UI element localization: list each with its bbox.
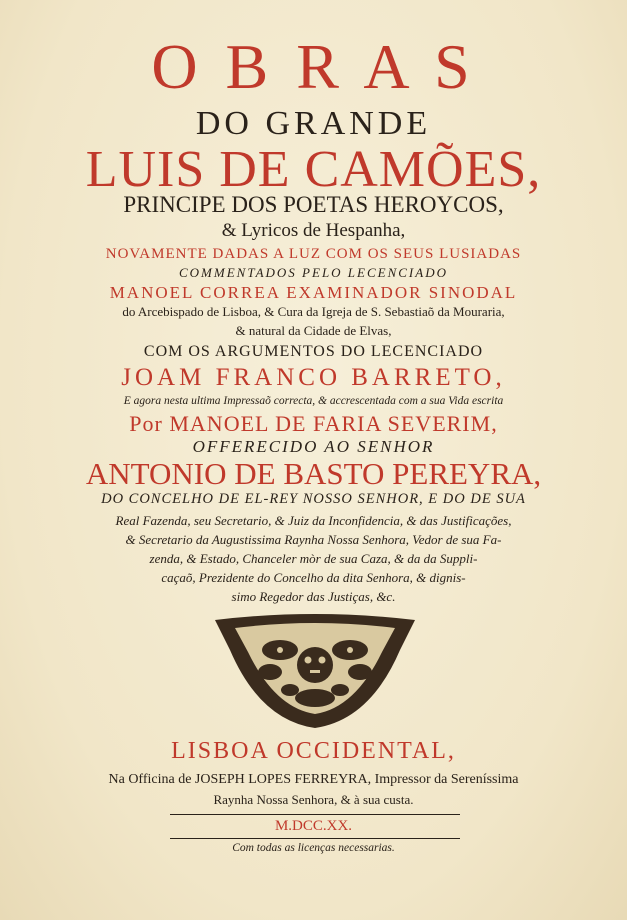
natural-line: & natural da Cidade de Elvas, — [235, 323, 392, 338]
rule-top — [170, 814, 460, 815]
por-line: Por MANOEL DE FARIA SEVERIM, — [129, 411, 498, 436]
dedication-line-2: & Secretario da Augustissima Raynha Nossa Senhora, Vedor de sua Fa- — [125, 532, 502, 547]
joam-line: JOAM FRANCO BARRETO, — [121, 364, 506, 391]
offerecido-line: OFFERECIDO AO SENHOR — [192, 437, 435, 456]
imprint-raynha: Raynha Nossa Senhora, & à sua custa. — [213, 792, 414, 807]
dedication-line-4: caçaõ, Prezidente do Concelho da dita Senhora, & dignis- — [161, 570, 466, 585]
antonio-line: ANTONIO DE BASTO PEREYRA, — [85, 456, 542, 491]
title-obras: O B R A S — [151, 31, 476, 102]
ornament-icon — [210, 610, 420, 730]
commentados-line: COMMENTADOS PELO LECENCIADO — [179, 265, 448, 280]
novamente-line: NOVAMENTE DADAS A LUZ COM OS SEUS LUSIADAS — [105, 246, 522, 262]
imprint-city: LISBOA OCCIDENTAL, — [171, 738, 456, 764]
manoel-correa-line: MANOEL CORREA EXAMINADOR SINODAL — [109, 283, 518, 302]
title-author: LUIS DE CAMÕES, — [85, 141, 542, 198]
dedication-line-1: Real Fazenda, seu Secretario, & Juiz da Inconfidencia, & das Justificações, — [115, 513, 512, 528]
imprint-licencas: Com todas as licenças necessarias. — [232, 842, 395, 854]
concelho-line: DO CONCELHO DE EL-REY NOSSO SENHOR, E DO DE SUA — [101, 491, 526, 507]
com-os-line: COM OS ARGUMENTOS DO LECENCIADO — [143, 343, 484, 360]
rule-bottom — [170, 838, 460, 839]
imprint-year: M.DCC.XX. — [274, 818, 353, 834]
title-do-grande: DO GRANDE — [195, 105, 432, 142]
agora-line: E agora nesta ultima Impressaõ correcta, & accrescentada com a sua Vida escrita — [123, 395, 504, 407]
title-principe: PRINCIPE DOS POETAS HEROYCOS, — [123, 192, 504, 217]
imprint-officina: Na Officina de JOSEPH LOPES FERREYRA, Impressor da Sereníssima — [108, 772, 519, 787]
dedication-line-3: zenda, & Estado, Chanceler mòr de sua Caza, & da da Suppli- — [149, 551, 478, 566]
dedication-line-5: simo Regedor das Justiças, &c. — [231, 589, 396, 604]
title-lyricos: & Lyricos de Hespanha, — [221, 220, 406, 241]
arcebispado-line: do Arcebispado de Lisboa, & Cura da Igreja de S. Sebastiaõ da Mouraria, — [122, 304, 505, 319]
